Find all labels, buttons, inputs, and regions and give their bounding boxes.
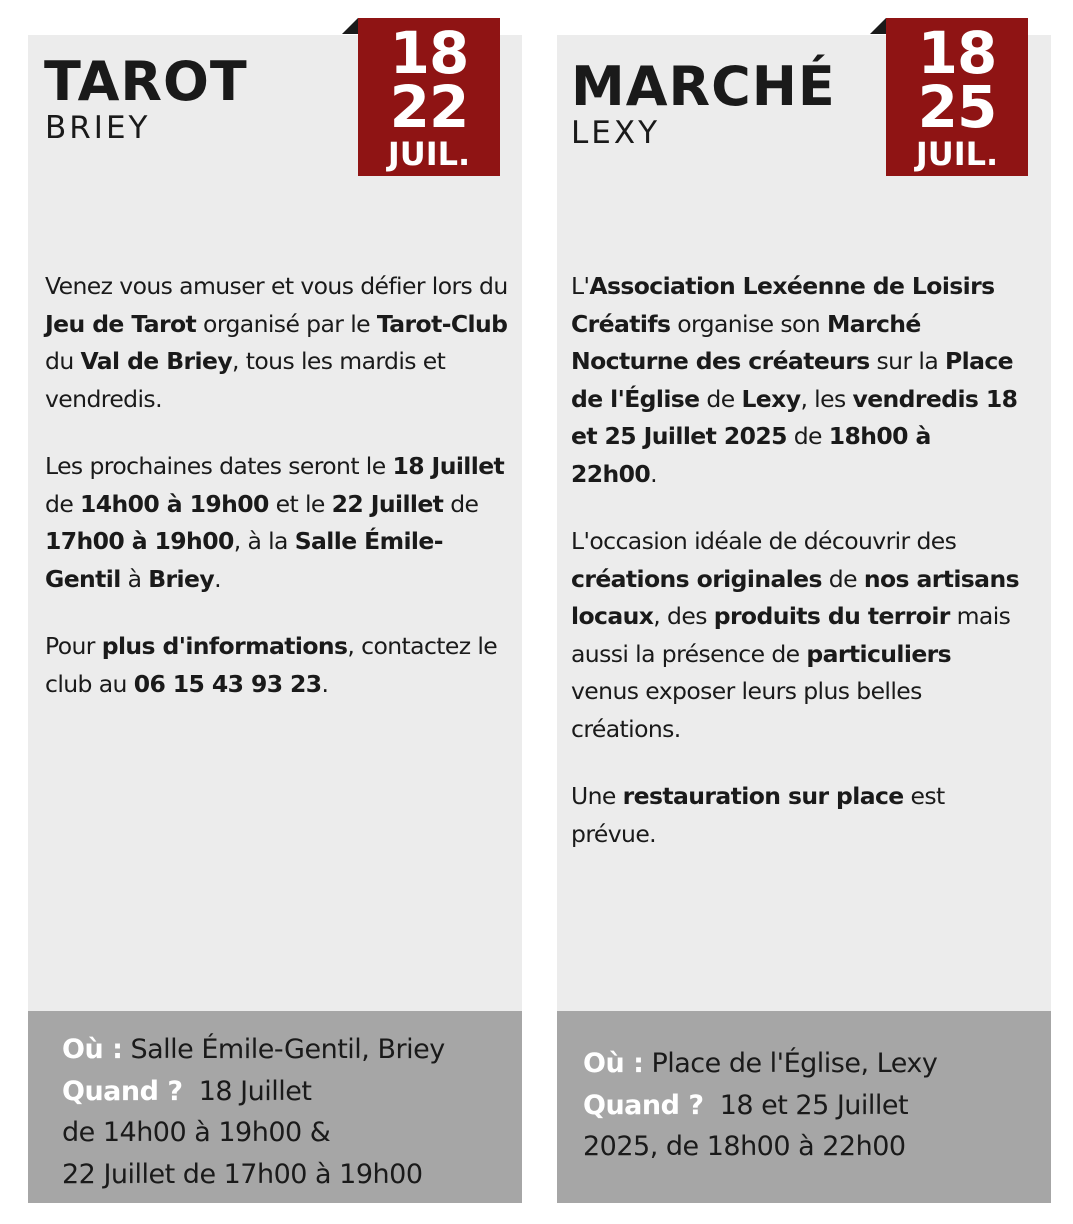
paragraph: Pour plus d'informations, contactez le club au 06 15 43 93 23.: [45, 632, 498, 698]
when-value-line2: de 14h00 à 19h00 &: [62, 1117, 331, 1148]
bold-text: créations originales: [571, 564, 822, 593]
paragraph: Une restauration sur place est prévue.: [571, 782, 945, 848]
bold-text: restauration sur place: [622, 782, 904, 810]
where-value: Place de l'Église, Lexy: [651, 1048, 938, 1079]
tarot-info-box: [28, 1011, 522, 1203]
paragraph: Les prochaines dates seront le 18 Juillet de 14h00 à 19h00 et le 22 Juillet de 17h00 à 19h00, à la Salle Émile-Gentil à Briey.: [45, 452, 505, 593]
info-when-line: [583, 1085, 1051, 1127]
marche-location: LEXY: [571, 115, 661, 151]
info-when-line: [62, 1071, 522, 1113]
bold-text: 18 Juillet: [392, 452, 505, 480]
bold-text: produits du terroir: [713, 602, 950, 630]
bold-text: Lexy: [741, 384, 801, 413]
info-where-line: [583, 1043, 1051, 1085]
bold-text: Place de l'Église: [571, 347, 1014, 413]
bold-text: 14h00 à 19h00: [80, 489, 269, 518]
info-where-line: [62, 1029, 522, 1071]
bold-text: Salle Émile-Gentil: [45, 527, 443, 593]
bold-text: Val de Briey: [80, 347, 233, 375]
paragraph: L'Association Lexéenne de Loisirs Créatifs organise son Marché Nocturne des créateurs sur la Place de l'Église de Lexy, les vendredis 18 et 25 Juillet 2025 de 18h00 à 22h00.: [571, 272, 1018, 488]
paragraph: L'occasion idéale de découvrir des créations originales de nos artisans locaux, des produits du terroir mais aussi la présence de particuliers venus exposer leurs plus belles créations.: [571, 527, 1019, 743]
bold-text: 06 15 43 93 23: [133, 669, 322, 698]
marche-info-box: [557, 1011, 1051, 1203]
bold-text: nos artisans locaux: [571, 564, 1019, 630]
bold-text: particuliers: [806, 639, 952, 668]
tarot-date-badge: [358, 18, 500, 176]
marche-description: [571, 268, 1021, 853]
when-value-line2: 2025, de 18h00 à 22h00: [583, 1131, 906, 1162]
tarot-location: BRIEY: [45, 110, 151, 146]
when-label: Quand ?: [583, 1089, 704, 1121]
where-label: Où :: [583, 1048, 644, 1079]
where-label: Où :: [62, 1034, 123, 1065]
bold-text: Briey: [148, 564, 215, 593]
where-value: Salle Émile-Gentil, Briey: [130, 1034, 445, 1065]
bold-text: Tarot-Club: [376, 309, 508, 338]
marche-title: MARCHÉ: [571, 55, 836, 118]
bold-text: Association Lexéenne de Loisirs Créatifs: [571, 272, 995, 338]
bold-text: 17h00 à 19h00: [45, 527, 234, 555]
badge-fold: [342, 18, 358, 34]
marche-date-day1: 18: [917, 19, 997, 87]
marche-date-badge: [886, 18, 1028, 176]
badge-fold: [870, 18, 886, 34]
when-value: 18 Juillet: [198, 1075, 312, 1107]
paragraph: Venez vous amuser et vous défier lors du Jeu de Tarot organisé par le Tarot-Club du Val de Briey, tous les mardis et vendredis.: [45, 272, 508, 413]
bold-text: Marché Nocturne des créateurs: [571, 309, 921, 375]
bold-text: 18h00 à 22h00: [571, 422, 931, 488]
bold-text: Jeu de Tarot: [45, 309, 197, 338]
tarot-description: [45, 268, 515, 703]
marche-date-month: JUIL.: [915, 135, 999, 173]
marche-date-day2: 25: [917, 73, 997, 141]
tarot-title: TAROT: [44, 50, 248, 113]
bold-text: 22 Juillet: [331, 489, 444, 518]
when-value-line3: 22 Juillet de 17h00 à 19h00: [62, 1158, 423, 1190]
bold-text: plus d'informations: [101, 632, 348, 660]
tarot-date-day2: 22: [389, 73, 469, 141]
tarot-date-day1: 18: [389, 19, 469, 87]
when-label: Quand ?: [62, 1075, 183, 1107]
when-value: 18 et 25 Juillet: [719, 1089, 909, 1121]
tarot-date-month: JUIL.: [387, 135, 471, 173]
bold-text: vendredis 18 et 25 Juillet 2025: [571, 384, 1018, 450]
